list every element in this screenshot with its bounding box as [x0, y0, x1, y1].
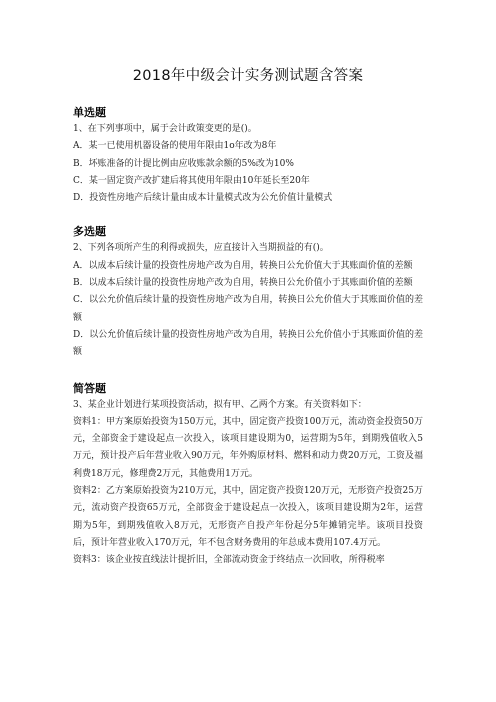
section-spacer [73, 207, 423, 223]
short-answer-section [73, 380, 423, 570]
document-body [73, 104, 423, 570]
question-2-text: 2、下列各项所产生的利得或损失，应直接计入当期损益的有()。 [73, 243, 329, 254]
question-2-option-d: D．以公允价值后续计量的投资性房地产改为自用，转换日公允价值小于其账面价值的差额 [73, 329, 423, 358]
document-title: 2018年中级会计实务测试题含答案 [132, 68, 364, 84]
question-1-option-c: C．某一固定资产改扩建后将其使用年限由10年延长至20年 [73, 175, 310, 186]
single-choice-section [73, 104, 423, 207]
multi-choice-section [73, 223, 423, 361]
single-choice-heading: 单选题 [73, 106, 106, 119]
question-2-option-a: A．以成本后续计量的投资性房地产改为自用，转换日公允价值大于其账面价值的差额 [73, 260, 413, 271]
question-3-text: 3、某企业计划进行某项投资活动，拟有甲、乙两个方案。有关资料如下： [73, 399, 367, 410]
question-3-material-1: 资料1：甲方案原始投资为150万元，其中，固定资产投资100万元，流动资金投资50万元，全部资金于建设起点一次投入，该项目建设期为0，运营期为5年，到期残值收入5万元，预计投产后年营业收入90万元，年外购原材料、燃料和动力费20万元，工资及福利费18万元，修理费2万元，其他费用1万元。 [73, 416, 423, 479]
section-spacer [73, 362, 423, 380]
question-3-material-2: 资料2：乙方案原始投资为210万元，其中，固定资产投资120万元，无形资产投资25万元，流动资产投资65万元，全部资金于建设起点一次投入，该项目建设期为2年，运营期为5年，到期残值收入8万元，无形资产自投产年份起分5年摊销完毕。该项目投资后，预计年营业收入170万元，年不包含财务费用的年总成本费用107.4万元。 [73, 486, 423, 548]
question-1-option-d: D．投资性房地产后续计量由成本计量模式改为公允价值计量模式 [73, 193, 333, 204]
question-1-text: 1、在下列事项中，属于会计政策变更的是()。 [73, 124, 257, 134]
question-1-option-b: B．坏账准备的计提比例由应收账款余额的5%改为10% [73, 158, 294, 169]
question-3-material-3: 资料3：该企业按直线法计提折旧，全部流动资金于终结点一次回收，所得税率 [73, 555, 385, 566]
question-2-option-c: C．以公允价值后续计量的投资性房地产改为自用，转换日公允价值大于其账面价值的差额 [73, 295, 423, 323]
question-1-option-a: A．某一已使用机器设备的使用年限由1o年改为8年 [73, 141, 277, 152]
short-answer-heading: 简答题 [73, 381, 106, 395]
multi-choice-heading: 多选题 [73, 225, 106, 239]
question-2-option-b: B．以成本后续计量的投资性房地产改为自用，转换日公允价值小于其账面价值的差额 [73, 278, 413, 289]
